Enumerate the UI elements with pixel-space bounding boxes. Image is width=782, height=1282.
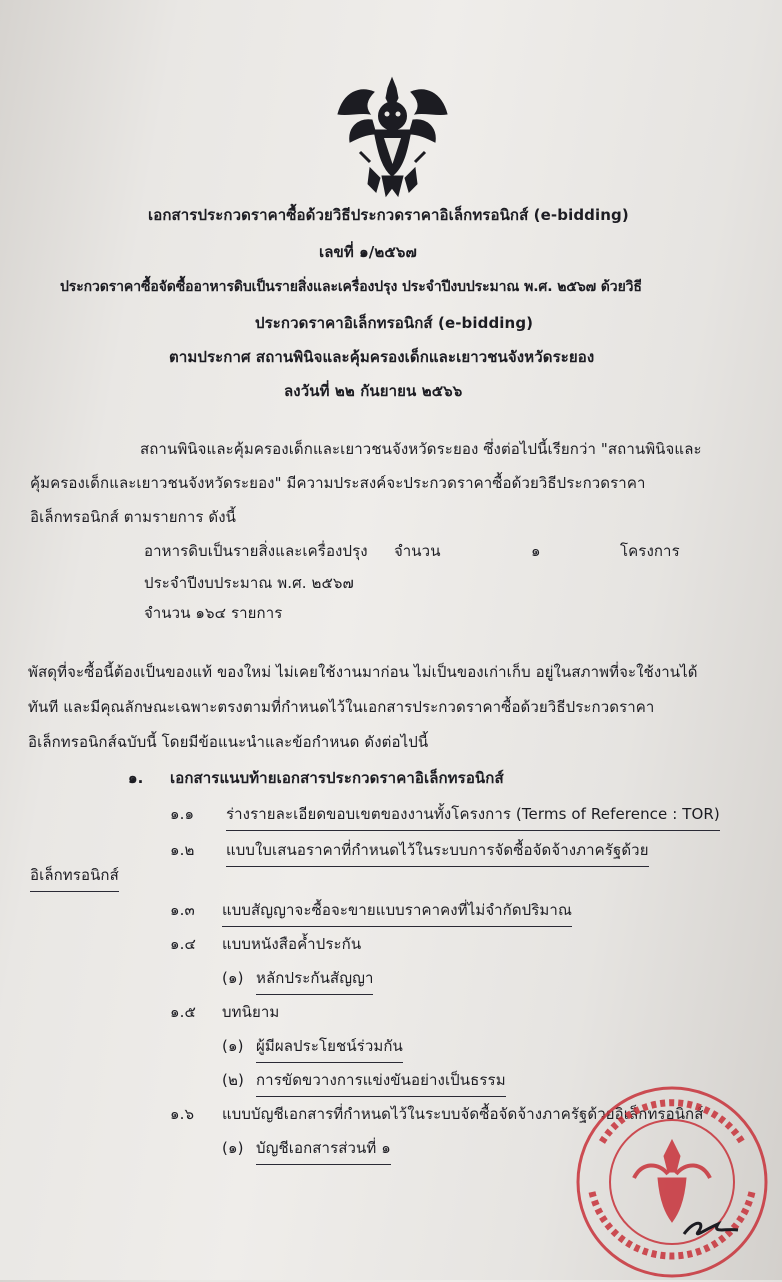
attachment-contract-form: แบบสัญญาจะซื้อจะขายแบบราคาคงที่ไม่จำกัดปริมาณ [222, 898, 572, 927]
item-qty-label: จำนวน [394, 542, 441, 560]
section-title: เอกสารแนบท้ายเอกสารประกวดราคาอิเล็กทรอนิกส์ [170, 769, 504, 787]
item-number: ๑.๕ [170, 1003, 196, 1021]
official-seal-icon [572, 1082, 772, 1282]
item-number: ๑.๖ [170, 1105, 195, 1123]
intro-line-1: สถานพินิจและคุ้มครองเด็กและเยาวชนจังหวัดระยอง ซึ่งต่อไปนี้เรียกว่า "สถานพินิจและ [140, 440, 702, 458]
intro-line-3: อิเล็กทรอนิกส์ ตามรายการ ดังนี้ [30, 508, 236, 526]
document-title: เอกสารประกวดราคาซื้อด้วยวิธีประกวดราคาอิเล็กทรอนิกส์ (e-bidding) [148, 206, 629, 224]
item-number: ๑.๒ [170, 841, 195, 859]
announcement-date: ลงวันที่ ๒๒ กันยายน ๒๕๖๖ [284, 382, 463, 400]
subject-line-1: ประกวดราคาซื้อจัดซื้ออาหารดิบเป็นรายสิ่งและเครื่องปรุง ประจำปีงบประมาณ พ.ศ. ๒๕๖๗ ด้วยวิธี [60, 279, 642, 295]
definition-joint-interest: ผู้มีผลประโยชน์ร่วมกัน [256, 1034, 403, 1063]
announcement-line: ตามประกาศ สถานพินิจและคุ้มครองเด็กและเยาวชนจังหวัดระยอง [169, 348, 595, 366]
sub-item-number: (๑) [222, 1139, 244, 1157]
attachment-bid-form-cont: อิเล็กทรอนิกส์ [30, 863, 119, 892]
definition-fair-competition: การขัดขวางการแข่งขันอย่างเป็นธรรม [256, 1068, 506, 1097]
document-number: เลขที่ ๑/๒๕๖๗ [319, 243, 417, 261]
item-count: จำนวน ๑๖๔ รายการ [144, 604, 283, 622]
attachment-guarantee-form: แบบหนังสือค้ำประกัน [222, 935, 362, 953]
item-fiscal-year: ประจำปีงบประมาณ พ.ศ. ๒๕๖๗ [144, 574, 354, 592]
sub-item-number: (๑) [222, 969, 244, 987]
garuda-emblem-icon [330, 72, 455, 200]
sub-item-number: (๒) [222, 1071, 244, 1089]
attachment-contract-guarantee: หลักประกันสัญญา [256, 966, 373, 995]
item-unit: โครงการ [620, 542, 680, 560]
section-number: ๑. [128, 769, 144, 787]
item-number: ๑.๔ [170, 935, 196, 953]
subject-line-2: ประกวดราคาอิเล็กทรอนิกส์ (e-bidding) [255, 314, 534, 332]
document-list-part-1: บัญชีเอกสารส่วนที่ ๑ [256, 1136, 391, 1165]
conditions-line-2: ทันที และมีคุณลักษณะเฉพาะตรงตามที่กำหนดไว้ในเอกสารประกวดราคาซื้อด้วยวิธีประกวดราคา [28, 698, 655, 716]
item-name: อาหารดิบเป็นรายสิ่งและเครื่องปรุง [144, 542, 368, 560]
conditions-line-3: อิเล็กทรอนิกส์ฉบับนี้ โดยมีข้อแนะนำและข้อกำหนด ดังต่อไปนี้ [28, 733, 429, 751]
sub-item-number: (๑) [222, 1037, 244, 1055]
conditions-line-1: พัสดุที่จะซื้อนี้ต้องเป็นของแท้ ของใหม่ ไม่เคยใช้งานมาก่อน ไม่เป็นของเก่าเก็บ อยู่ในสภาพที่จะใช้งานได้ [28, 663, 698, 681]
attachment-definitions: บทนิยาม [222, 1003, 280, 1021]
item-number: ๑.๑ [170, 805, 195, 823]
item-qty: ๑ [531, 542, 541, 560]
item-number: ๑.๓ [170, 901, 195, 919]
attachment-bid-form: แบบใบเสนอราคาที่กำหนดไว้ในระบบการจัดซื้อจัดจ้างภาครัฐด้วย [226, 838, 649, 867]
attachment-document-list: แบบบัญชีเอกสารที่กำหนดไว้ในระบบจัดซื้อจัดจ้างภาครัฐด้วยอิเล็กทรอนิกส์ [222, 1105, 704, 1123]
attachment-tor: ร่างรายละเอียดขอบเขตของงานทั้งโครงการ (Terms of Reference : TOR) [226, 802, 720, 831]
intro-line-2: คุ้มครองเด็กและเยาวชนจังหวัดระยอง" มีความประสงค์จะประกวดราคาซื้อด้วยวิธีประกวดราคา [30, 474, 646, 492]
